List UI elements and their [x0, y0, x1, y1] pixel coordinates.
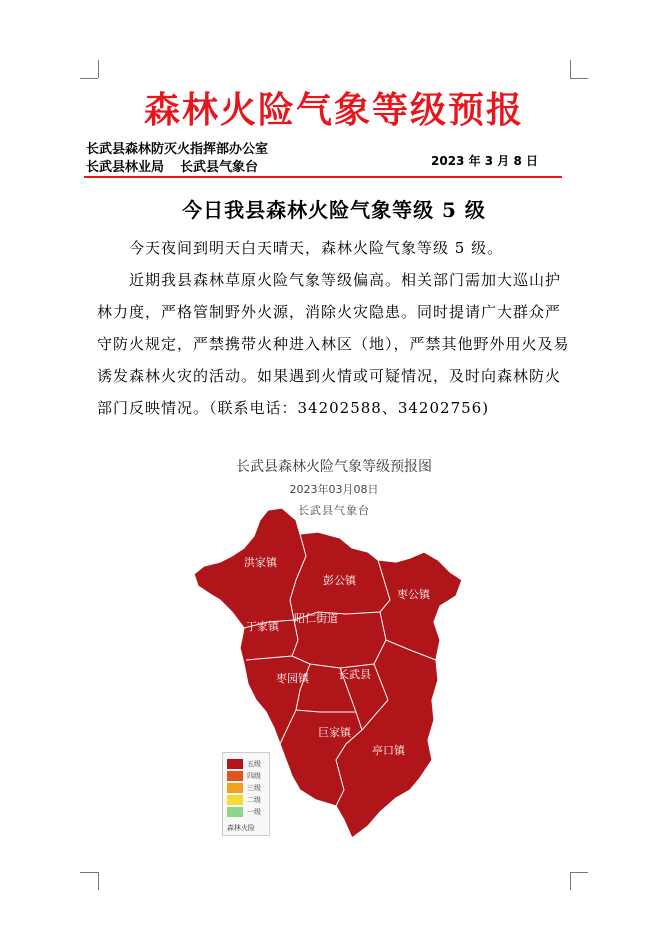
issue-date: 2023 年 3 月 8 日: [431, 154, 538, 168]
legend-swatch: [227, 783, 243, 793]
document-title: 森林火险气象等级预报: [143, 89, 524, 131]
legend-swatch: [227, 759, 243, 769]
legend-label: 三级: [247, 784, 261, 792]
legend-label: 四级: [247, 772, 261, 780]
town-label: 枣公镇: [397, 588, 430, 601]
town-label: 亭口镇: [372, 744, 405, 757]
legend-label: 五级: [247, 760, 261, 768]
town-label: 洪家镇: [244, 556, 277, 569]
town-label: 丁家镇: [246, 620, 279, 633]
town-label: 长武县: [338, 668, 371, 681]
legend-swatch: [227, 771, 243, 781]
paragraph: 今天夜间到明天白天晴天，森林火险气象等级 5 级。: [129, 239, 504, 257]
headline: 今日我县森林火险气象等级 5 级: [182, 198, 486, 222]
legend-label: 二级: [247, 796, 261, 804]
issuer-weather-station: 长武县气象台: [180, 160, 259, 175]
legend-label: 一级: [247, 808, 261, 816]
map-date: 2023年03月08日: [289, 483, 379, 496]
town-label: 巨家镇: [318, 726, 351, 739]
legend-swatch: [227, 795, 243, 805]
paragraph: 近期我县森林草原火险气象等级偏高。相关部门需加大巡山护林力度，严格管制野外火源，消除火灾隐患。同时提请广大群众严守防火规定，严禁携带火种进入林区（地），严禁其他野外用火及易诱发森林火灾的活动。如果遇到火情或可疑情况，及时向森林防火部门反映情况。（联系电话：34202588、34202756): [97, 271, 570, 417]
issuer-forestry-bureau: 长武县林业局: [86, 160, 165, 175]
town-label: 彭公镇: [323, 574, 356, 587]
town-label: 枣园镇: [276, 672, 309, 685]
map-legend: [222, 752, 270, 836]
legend-title: 森林火险: [227, 824, 255, 832]
map-title: 长武县森林火险气象等级预报图: [236, 459, 432, 475]
issuer-office: 长武县森林防灭火指挥部办公室: [86, 142, 269, 157]
town-label: 昭仁街道: [294, 612, 338, 625]
legend-swatch: [227, 807, 243, 817]
map-source: 长武县气象台: [298, 504, 370, 517]
